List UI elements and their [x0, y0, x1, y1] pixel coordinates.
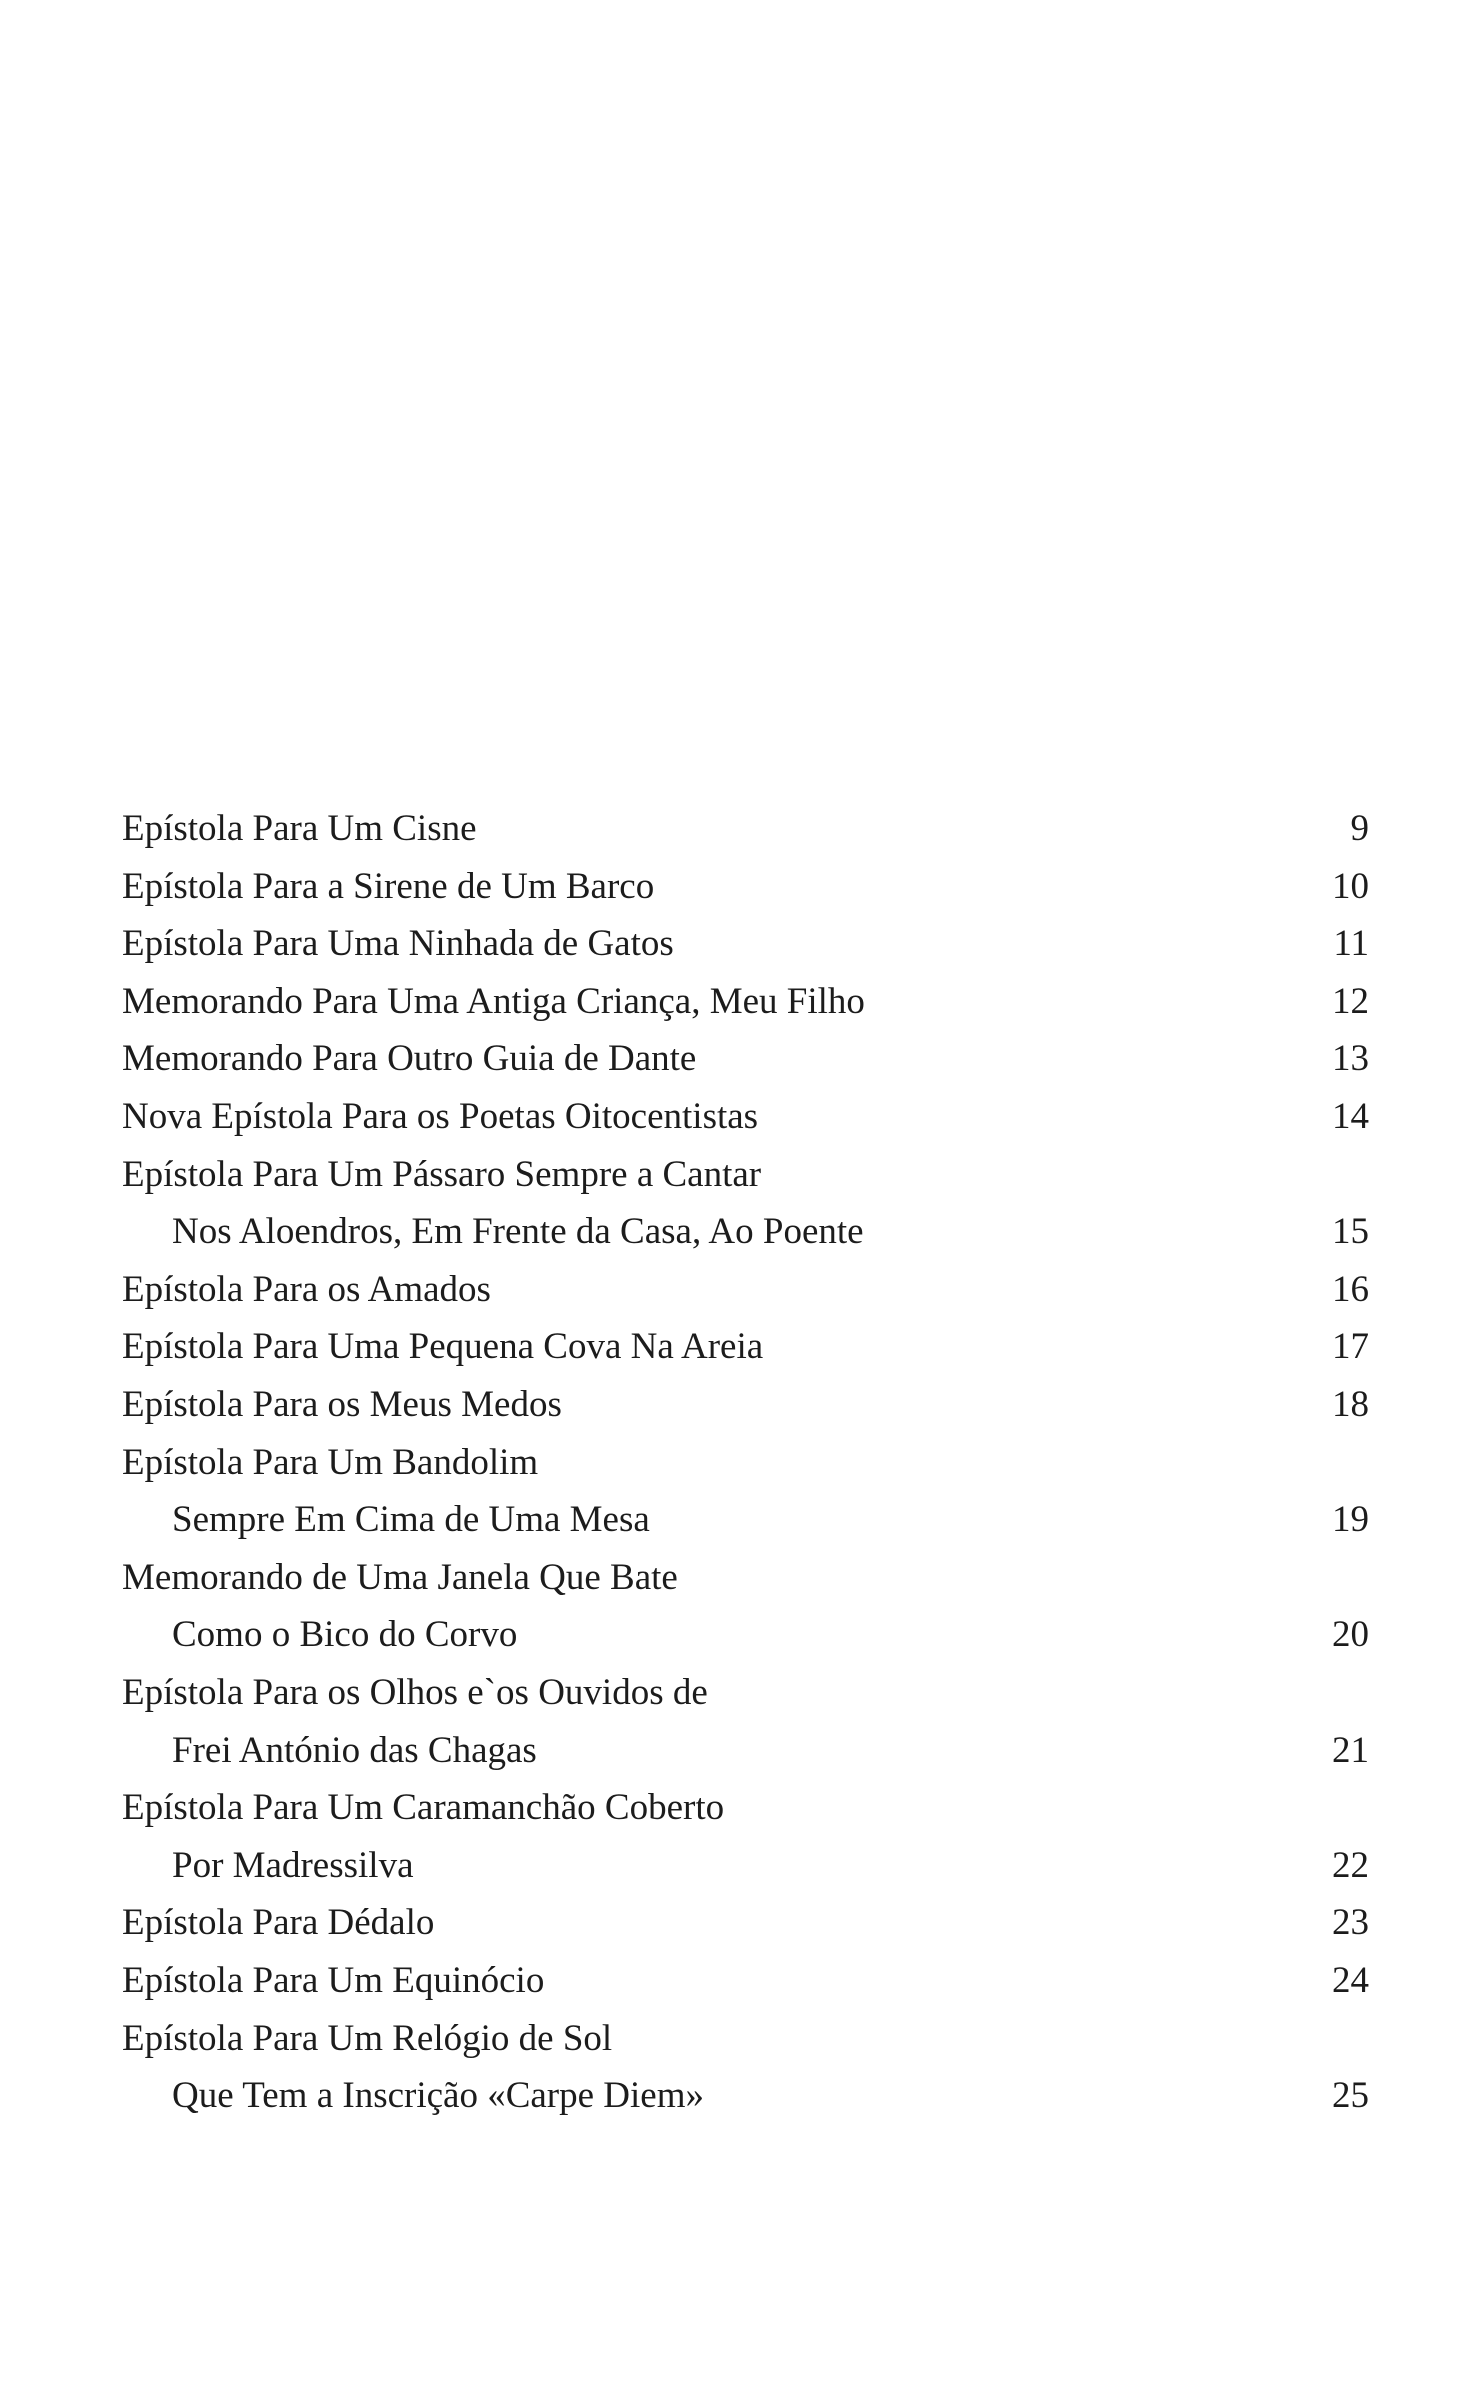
- toc-entry-page: 12: [1332, 981, 1369, 1022]
- toc-entry-title: Epístola Para Um Pássaro Sempre a Cantar: [122, 1154, 762, 1195]
- toc-entry: [0, 2067, 1481, 2125]
- toc-entry-title: Epístola Para Um Relógio de Sol: [122, 2018, 613, 2059]
- toc-entry-page: 9: [1350, 808, 1369, 849]
- toc-entry: [0, 1318, 1481, 1376]
- toc-entry: [0, 1261, 1481, 1319]
- toc-entry: [0, 2010, 1481, 2068]
- toc-entry-title: Memorando Para Outro Guia de Dante: [122, 1038, 697, 1079]
- toc-entry: [0, 1952, 1481, 2010]
- toc-entry-page: 10: [1332, 866, 1369, 907]
- toc-entry-title: Epístola Para os Amados: [122, 1269, 491, 1310]
- toc-entry: [0, 1779, 1481, 1837]
- toc-entry-title: Nos Aloendros, Em Frente da Casa, Ao Poente: [172, 1211, 864, 1252]
- toc-entry: [0, 973, 1481, 1031]
- toc-entry-title: Epístola Para Um Equinócio: [122, 1960, 545, 2001]
- toc-entry: [0, 1549, 1481, 1607]
- toc-entry-page: 17: [1332, 1326, 1369, 1367]
- toc-entry-title: Memorando de Uma Janela Que Bate: [122, 1557, 678, 1598]
- toc-entry-title: Como o Bico do Corvo: [172, 1614, 518, 1655]
- toc-entry-page: 19: [1332, 1499, 1369, 1540]
- toc-entry: [0, 1606, 1481, 1664]
- toc-entry: [0, 1491, 1481, 1549]
- toc-entry: [0, 1664, 1481, 1722]
- toc-entry-title: Epístola Para os Olhos e`os Ouvidos de: [122, 1672, 708, 1713]
- toc-entry-title: Epístola Para Dédalo: [122, 1902, 435, 1943]
- toc-entry-page: 16: [1332, 1269, 1369, 1310]
- toc-entry: [0, 915, 1481, 973]
- toc-entry-title: Epístola Para Uma Pequena Cova Na Areia: [122, 1326, 764, 1367]
- toc-entry-title: Que Tem a Inscrição «Carpe Diem»: [172, 2075, 705, 2116]
- toc-entry-page: 14: [1332, 1096, 1369, 1137]
- toc-entry-page: 18: [1332, 1384, 1369, 1425]
- toc-entry: [0, 1434, 1481, 1492]
- toc-entry-title: Epístola Para Um Cisne: [122, 808, 477, 849]
- toc-entry: [0, 858, 1481, 916]
- toc-entry-page: 13: [1332, 1038, 1369, 1079]
- toc-entry: [0, 800, 1481, 858]
- toc-entry-title: Epístola Para Um Bandolim: [122, 1442, 539, 1483]
- toc-entry-page: 21: [1332, 1730, 1369, 1771]
- toc-entry: [0, 1030, 1481, 1088]
- toc-entry: [0, 1376, 1481, 1434]
- toc-entry-title: Nova Epístola Para os Poetas Oitocentistas: [122, 1096, 759, 1137]
- toc-entry-title: Memorando Para Uma Antiga Criança, Meu Filho: [122, 981, 865, 1022]
- toc-entry-page: 15: [1332, 1211, 1369, 1252]
- toc-entry-page: 24: [1332, 1960, 1369, 2001]
- toc-entry-page: 22: [1332, 1845, 1369, 1886]
- toc-entry-title: Por Madressilva: [172, 1845, 414, 1886]
- toc-entry-title: Epístola Para a Sirene de Um Barco: [122, 866, 655, 907]
- toc-entry: [0, 1203, 1481, 1261]
- toc-entry-title: Frei António das Chagas: [172, 1730, 537, 1771]
- toc-entry: [0, 1722, 1481, 1780]
- toc-entry-page: 25: [1332, 2075, 1369, 2116]
- toc-entry-page: 20: [1332, 1614, 1369, 1655]
- toc-entry-title: Epístola Para Um Caramanchão Coberto: [122, 1787, 725, 1828]
- toc-entry-title: Epístola Para Uma Ninhada de Gatos: [122, 923, 674, 964]
- toc-entry: [0, 1837, 1481, 1895]
- toc-entry-title: Sempre Em Cima de Uma Mesa: [172, 1499, 650, 1540]
- toc-entry-page: 11: [1333, 923, 1369, 964]
- toc-entry: [0, 1146, 1481, 1204]
- toc-entry-page: 23: [1332, 1902, 1369, 1943]
- toc-entry-title: Epístola Para os Meus Medos: [122, 1384, 562, 1425]
- toc-entry: [0, 1088, 1481, 1146]
- toc-entry: [0, 1894, 1481, 1952]
